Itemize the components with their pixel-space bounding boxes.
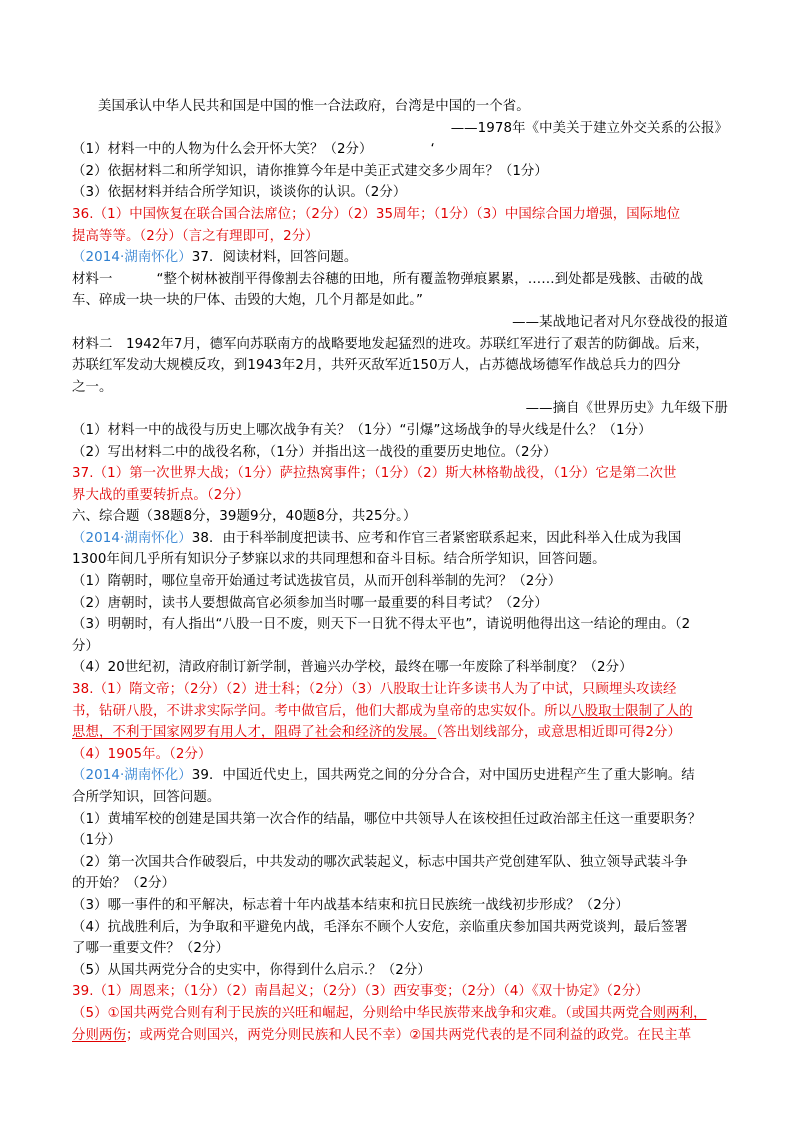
question-line: （3）明朝时，有人指出“八股一日不废，则天下一日犹不得太平也”，请说明他得出这一结论的理由。（2 bbox=[72, 617, 691, 633]
question-line: （5）从国共两党分合的史实中，你得到什么启示.？（2分） bbox=[72, 962, 431, 978]
question-stem: 1300年间几乎所有知识分子梦寐以求的共同理想和奋斗目标。结合所学知识，回答问题。 bbox=[72, 552, 606, 568]
source-tag: （2014·湖南怀化） bbox=[72, 768, 192, 784]
answer-line: （5）①国共两党合则有利于民族的兴旺和崛起，分则给中华民族带来战争和灾难。（或国共两党合则两利， bbox=[72, 1005, 707, 1021]
underlined-answer: 思想，不利于国家网罗有用人才，阻碍了社会和经济的发展。 bbox=[72, 725, 437, 741]
source-tag: （2014·湖南怀化） bbox=[72, 530, 192, 546]
material-text: 美国承认中华人民共和国是中国的惟一合法政府，台湾是中国的一个省。 bbox=[98, 99, 530, 114]
question-stem: （2014·湖南怀化）37．阅读材料，回答问题。 bbox=[72, 250, 358, 266]
answer-line: 界大战的重要转折点。（2分） bbox=[72, 487, 250, 503]
material-line: 苏联红军发动大规模反攻，到1943年2月，共歼灭敌军近150万人，占苏德战场德军作战总兵力的四分 bbox=[72, 358, 681, 374]
question-line: （4）抗战胜利后，为争取和平避免内战，毛泽东不顾个人安危，亲临重庆参加国共两党谈判，最后签署 bbox=[72, 919, 688, 935]
question-line: （2）唐朝时，读书人要想做高官必须参加当时哪一最重要的科目考试？（2分） bbox=[72, 595, 548, 611]
material-source: ——1978年《中美关于建立外交关系的公报》 bbox=[450, 120, 728, 136]
question-line: （3）依据材料并结合所学知识，谈谈你的认识。（2分） bbox=[72, 185, 407, 201]
question-line: （1分） bbox=[72, 833, 122, 849]
answer-line: 思想，不利于国家网罗有用人才，阻碍了社会和经济的发展。（答出划线部分，或意思相近即可得2分） bbox=[72, 725, 681, 741]
question-line: 了哪一重要文件？（2分） bbox=[72, 941, 230, 957]
exam-page bbox=[72, 96, 728, 1046]
material-source: ——摘自《世界历史》九年级下册 bbox=[525, 401, 728, 417]
question-line: （1）材料一中的人物为什么会开怀大笑？（2分） ‘ bbox=[72, 142, 435, 158]
question-stem: （2014·湖南怀化）39．中国近代史上，国共两党之间的分分合合，对中国历史进程产生了重大影响。结 bbox=[72, 768, 695, 784]
question-line: （1）黄埔军校的创建是国共第一次合作的结晶，哪位中共领导人在该校担任过政治部主任这一重要职务？ bbox=[72, 811, 702, 827]
question-line: 的开始？（2分） bbox=[72, 876, 176, 892]
question-stem: 合所学知识，回答问题。 bbox=[72, 790, 221, 805]
material-line: 材料二 1942年7月，德军向苏联南方的战略要地发起猛烈的进攻。苏联红军进行了艰苦的防御战。后来， bbox=[72, 336, 709, 352]
stray-mark: ‘ bbox=[430, 142, 435, 158]
answer-line: 书，钻研八股，不讲求实际学问。考中做官后，他们大都成为皇帝的忠实奴仆。所以八股取士限制了人的 bbox=[72, 703, 693, 719]
underlined-answer: 八股取士限制了人的 bbox=[571, 703, 693, 719]
material-line: 车、碎成一块一块的尸体、击毁的大炮，几个月都是如此。” bbox=[72, 293, 424, 309]
question-line: 分） bbox=[72, 638, 99, 654]
question-line: （2）第一次国共合作破裂后，中共发动的哪次武装起义，标志中国共产党创建军队、独立领导武装斗争 bbox=[72, 854, 688, 870]
section-heading: 六、综合题（38题8分，39题9分，40题8分，共25分。） bbox=[72, 509, 417, 525]
underlined-answer: 分则两伤 bbox=[72, 1027, 126, 1043]
material-line: 材料一 “整个树林被削平得像割去谷穗的田地，所有覆盖物弹痕累累，……到处都是残骸、击破的战 bbox=[72, 271, 704, 287]
question-line: （3）哪一事件的和平解决，标志着十年内战基本结束和抗日民族统一战线初步形成？（2分） bbox=[72, 897, 629, 913]
answer-line: 提高等等。（2分）（言之有理即可，2分） bbox=[72, 228, 319, 244]
underlined-answer: 合则两利， bbox=[639, 1005, 707, 1021]
answer-line: 37.（1）第一次世界大战；（1分）萨拉热窝事件；（1分）（2）斯大林格勒战役，（1分）它是第二次世 bbox=[72, 466, 677, 482]
answer-line: （4）1905年。（2分） bbox=[72, 746, 212, 762]
material-source: ——某战地记者对凡尔登战役的报道 bbox=[512, 314, 728, 330]
question-line: （2）依据材料二和所学知识，请你推算今年是中美正式建交多少周年？（1分） bbox=[72, 163, 548, 179]
answer-line: 36.（1）中国恢复在联合国合法席位；（2分）（2）35周年；（1分）（3）中国综合国力增强，国际地位 bbox=[72, 206, 681, 222]
question-stem: （2014·湖南怀化）38．由于科举制度把读书、应考和作官三者紧密联系起来，因此科举入仕成为我国 bbox=[72, 530, 682, 546]
answer-line: 39.（1）周恩来；（1分）（2）南昌起义；（2分）（3）西安事变；（2分）（4）《双十协定》（2分） bbox=[72, 984, 649, 1000]
question-line: （1）材料一中的战役与历史上哪次战争有关？（1分）“引爆”这场战争的导火线是什么？（1分） bbox=[72, 422, 652, 438]
material-line: 之一。 bbox=[72, 379, 113, 395]
source-tag: （2014·湖南怀化） bbox=[72, 250, 192, 266]
question-line: （2）写出材料二中的战役名称，（1分）并指出这一战役的重要历史地位。（2分） bbox=[72, 444, 557, 460]
answer-line: 分则两伤；或两党合则国兴，两党分则民族和人民不幸）②国共两党代表的是不同利益的政党。在民主革 bbox=[72, 1027, 692, 1043]
question-line: （1）隋朝时，哪位皇帝开始通过考试选拔官员，从而开创科举制的先河？（2分） bbox=[72, 574, 562, 590]
answer-line: 38.（1）隋文帝；（2分）（2）进士科；（2分）（3）八股取士让许多读书人为了中试，只顾埋头攻读经 bbox=[72, 682, 677, 698]
material-label: 材料一 bbox=[72, 271, 113, 287]
question-line: （4）20世纪初，清政府制订新学制，普遍兴办学校，最终在哪一年废除了科举制度？（2分） bbox=[72, 660, 633, 676]
